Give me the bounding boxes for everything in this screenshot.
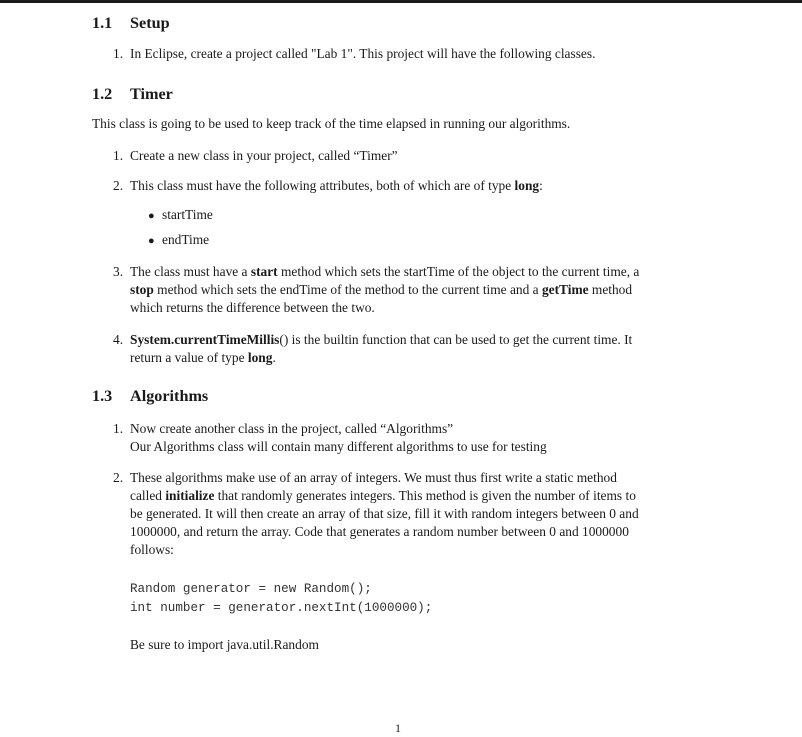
- timer-item-1: 1. Create a new class in your project, called “Timer”: [113, 148, 398, 163]
- timer-item-3: 3. The class must have a start method which sets the startTime of the object to the current time, a stop method which sets the endTime of the method to the current time and a getTime method which returns the difference between the two.: [113, 264, 640, 315]
- setup-item-1: 1. In Eclipse, create a project called "Lab 1". This project will have the following classes.: [113, 46, 596, 61]
- top-rule: [0, 0, 802, 3]
- code-line-1: Random generator = new Random();: [130, 582, 372, 596]
- bullet-icon: ●: [148, 210, 155, 222]
- section-heading-timer: 1.2 Timer: [92, 85, 173, 103]
- section-heading-algorithms: 1.3 Algorithms: [92, 387, 209, 405]
- algorithms-item-1: 1. Now create another class in the project, called “Algorithms” Our Algorithms class will contain many different algorithms to use for testing: [113, 421, 547, 454]
- code-line-2: int number = generator.nextInt(1000000);: [130, 601, 433, 615]
- timer-item-4: 4. System.currentTimeMillis() is the builtin function that can be used to get the current time. It return a value of type long.: [113, 332, 633, 365]
- algorithms-item-2: 2. These algorithms make use of an array of integers. We must thus first write a static method called initialize that randomly generates integers. This method is given the number of items to be generated. It will then create an array of that size, fill it with random integers between 0 and 1000000, and return the array. Code that generates a random number between 0 and 1000000 follows:: [113, 470, 639, 557]
- bullet-start-time: ● startTime: [148, 207, 213, 222]
- timer-item-2: 2. This class must have the following attributes, both of which are of type long:: [113, 178, 543, 193]
- import-note: Be sure to import java.util.Random: [130, 637, 319, 652]
- timer-intro: This class is going to be used to keep track of the time elapsed in running our algorithms.: [92, 116, 571, 131]
- page-number: 1: [395, 721, 401, 735]
- bullet-end-time: ● endTime: [148, 232, 210, 247]
- section-heading-setup: 1.1 Setup: [92, 14, 170, 32]
- bullet-icon: ●: [148, 235, 155, 247]
